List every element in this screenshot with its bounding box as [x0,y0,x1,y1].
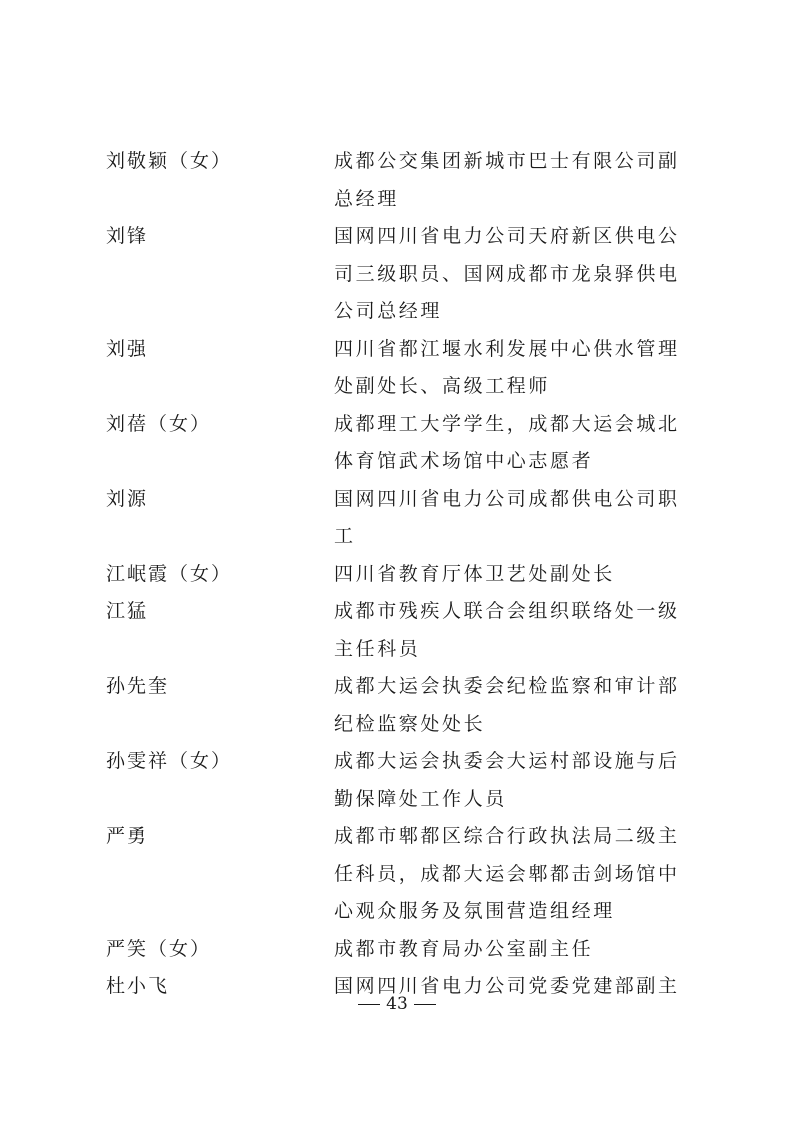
list-item [106,481,706,556]
person-name: 刘敬颖（女） [106,150,233,172]
person-name: 孙雯祥（女） [106,750,233,772]
person-name: 刘强 [106,337,149,360]
person-name: 严勇 [106,825,149,847]
page-footer [0,990,794,1018]
person-name: 江猛 [106,600,149,622]
dash-right [414,1004,436,1005]
person-role: 成都公交集团新城市巴士有限公司副总经理 [334,150,680,210]
dash-left [358,1004,380,1005]
list-item [106,143,706,218]
person-role: 成都市残疾人联合会组织联络处一级主任科员 [334,600,680,660]
page-number: 43 [386,994,408,1014]
person-name: 刘蓓（女） [106,412,212,435]
person-name: 江岷霞（女） [106,562,233,585]
person-name: 刘源 [106,487,149,510]
list-item [106,593,706,668]
person-role: 成都理工大学学生，成都大运会城北体育馆武术场馆中心志愿者 [334,412,680,472]
list-item [106,743,706,818]
person-name: 刘锋 [106,225,149,247]
list-item [106,668,706,743]
list-item [106,818,706,931]
person-role: 成都市教育局办公室副主任 [334,937,594,960]
person-name: 孙先奎 [106,675,170,697]
person-name: 杜小飞 [106,975,170,997]
list-item [106,218,706,331]
list-item [106,556,706,594]
list-item [106,331,706,406]
name-list [106,143,706,1006]
person-role: 四川省教育厅体卫艺处副处长 [334,562,615,585]
person-role: 成都大运会执委会大运村部设施与后勤保障处工作人员 [334,750,680,810]
list-item [106,406,706,481]
person-role: 成都市郫都区综合行政执法局二级主任科员，成都大运会郫都击剑场馆中心观众服务及氛围营造组经理 [334,825,680,922]
person-role: 国网四川省电力公司成都供电公司职工 [334,487,680,547]
list-item [106,931,706,969]
person-role: 国网四川省电力公司党委党建部副主 [334,975,680,997]
person-role: 四川省都江堰水利发展中心供水管理处副处长、高级工程师 [334,337,680,397]
person-role: 成都大运会执委会纪检监察和审计部纪检监察处处长 [334,675,680,735]
person-role: 国网四川省电力公司天府新区供电公司三级职员、国网成都市龙泉驿供电公司总经理 [334,225,680,322]
person-name: 严笑（女） [106,937,212,960]
